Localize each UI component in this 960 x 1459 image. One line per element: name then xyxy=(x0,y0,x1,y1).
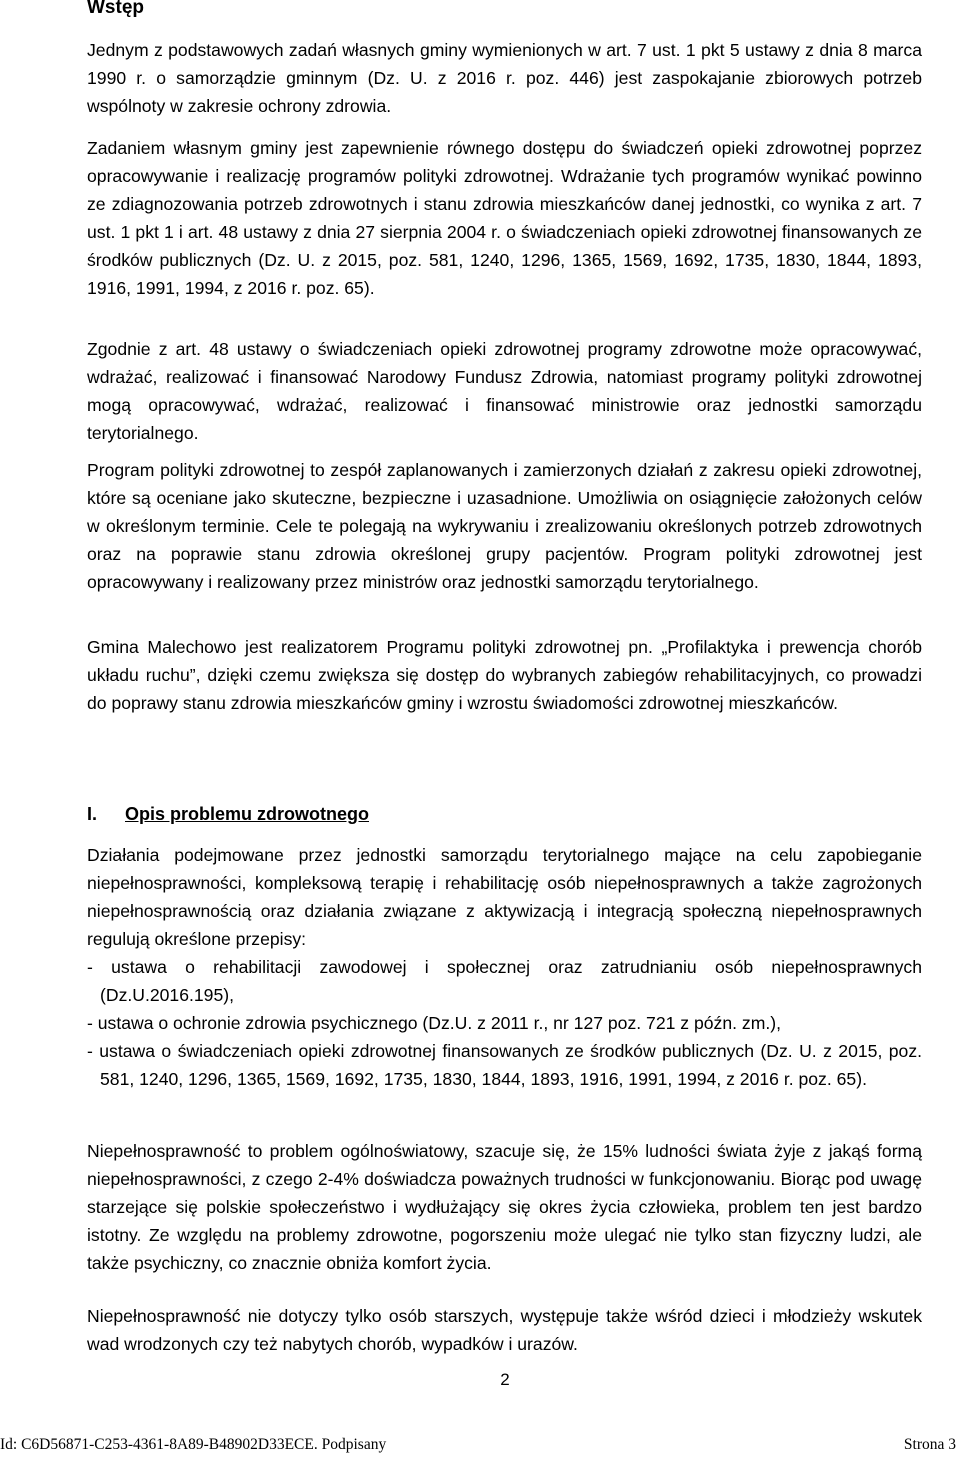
regulations-list xyxy=(87,953,922,1093)
footer-document-id: Id: C6D56871-C253-4361-8A89-B48902D33ECE. Podpisany xyxy=(0,1436,387,1453)
section-title: Opis problemu zdrowotnego xyxy=(125,804,369,824)
regulations-block xyxy=(87,841,922,1093)
footer-page-label: Strona 3 xyxy=(903,1436,956,1453)
section-number: I. xyxy=(87,804,98,824)
section-heading-intro: Wstęp xyxy=(87,0,144,18)
paragraph: Program polityki zdrowotnej to zespół zaplanowanych i zamierzonych działań z zakresu opieki zdrowotnej, które są oceniane jako skuteczne, bezpieczne i uzasadnione. Umożliwia on osiągnięcie założonych celów w określonym terminie. Cele te polegają na wykrywaniu i zrealizowaniu określonych potrzeb zdrowotnych oraz na poprawie stanu zdrowia określonej grupy pacjentów. Program polityki zdrowotnej jest opracowywany i realizowany przez ministrów oraz jednostki samorządu terytorialnego. xyxy=(87,460,922,592)
list-item: - ustawa o świadczeniach opieki zdrowotnej finansowanych ze środków publicznych (Dz. U. z 2015, poz. 581, 1240, 1296, 1365, 1569, 1692, 1735, 1830, 1844, 1893, 1916, 1991, 1994, z 2016 r. poz. 65). xyxy=(87,1041,922,1089)
paragraph: Gmina Malechowo jest realizatorem Programu polityki zdrowotnej pn. „Profilaktyka i prewencja chorób układu ruchu”, dzięki czemu zwiększa się dostęp do wybranych zabiegów rehabilitacyjnych, co prowadzi do poprawy stanu zdrowia mieszkańców gminy i wzrostu świadomości zdrowotnej mieszkańców. xyxy=(87,637,922,713)
list-item: - ustawa o rehabilitacji zawodowej i społecznej oraz zatrudnianiu osób niepełnosprawnych (Dz.U.2016.195), xyxy=(87,957,922,1005)
section-heading-problem xyxy=(87,800,369,828)
footer xyxy=(0,1436,960,1458)
list-item: - ustawa o ochronie zdrowia psychicznego (Dz.U. z 2011 r., nr 127 poz. 721 z późn. zm.), xyxy=(87,1013,781,1033)
paragraph: Jednym z podstawowych zadań własnych gminy wymienionych w art. 7 ust. 1 pkt 5 ustawy z dnia 8 marca 1990 r. o samorządzie gminnym (Dz. U. z 2016 r. poz. 446) jest zaspokajanie zbiorowych potrzeb wspólnoty w zakresie ochrony zdrowia. xyxy=(87,40,922,116)
paragraph: Niepełnosprawność nie dotyczy tylko osób starszych, występuje także wśród dzieci i młodzieży wskutek wad wrodzonych czy też nabytych chorób, wypadków i urazów. xyxy=(87,1306,922,1354)
paragraph: Zgodnie z art. 48 ustawy o świadczeniach opieki zdrowotnej programy zdrowotne może opracowywać, wdrażać, realizować i finansować Narodowy Fundusz Zdrowia, natomiast programy polityki zdrowotnej mogą opracowywać, wdrażać, realizować i finansować ministrowie oraz jednostki samorządu terytorialnego. xyxy=(87,339,922,443)
paragraph: Działania podejmowane przez jednostki samorządu terytorialnego mające na celu zapobieganie niepełnosprawności, kompleksową terapię i rehabilitację osób niepełnosprawnych a także zagrożonych niepełnosprawnością oraz działania związane z aktywizacją i integracją społeczną niepełnosprawnych regulują określone przepisy: xyxy=(87,845,922,949)
page-number: 2 xyxy=(500,1370,510,1389)
paragraph: Niepełnosprawność to problem ogólnoświatowy, szacuje się, że 15% ludności świata żyje z jakąś formą niepełnosprawności, z czego 2-4% doświadcza poważnych trudności w funkcjonowaniu. Biorąc pod uwagę starzejące się polskie społeczeństwo i wydłużający się okres życia człowieka, problem ten jest bardzo istotny. Ze względu na problemy zdrowotne, pogorszeniu może ulegać nie tylko stan fizyczny ludzi, ale także psychiczny, co znacznie obniża komfort życia. xyxy=(87,1141,922,1273)
paragraph: Zadaniem własnym gminy jest zapewnienie równego dostępu do świadczeń opieki zdrowotnej poprzez opracowywanie i realizację programów polityki zdrowotnej. Wdrażanie tych programów wynikać powinno ze zdiagnozowania potrzeb zdrowotnych i stanu zdrowia mieszkańców danej jednostki, co wynika z art. 7 ust. 1 pkt 1 i art. 48 ustawy z dnia 27 sierpnia 2004 r. o świadczeniach opieki zdrowotnej finansowanych ze środków publicznych (Dz. U. z 2015, poz. 581, 1240, 1296, 1365, 1569, 1692, 1735, 1830, 1844, 1893, 1916, 1991, 1994, z 2016 r. poz. 65). xyxy=(87,138,922,298)
